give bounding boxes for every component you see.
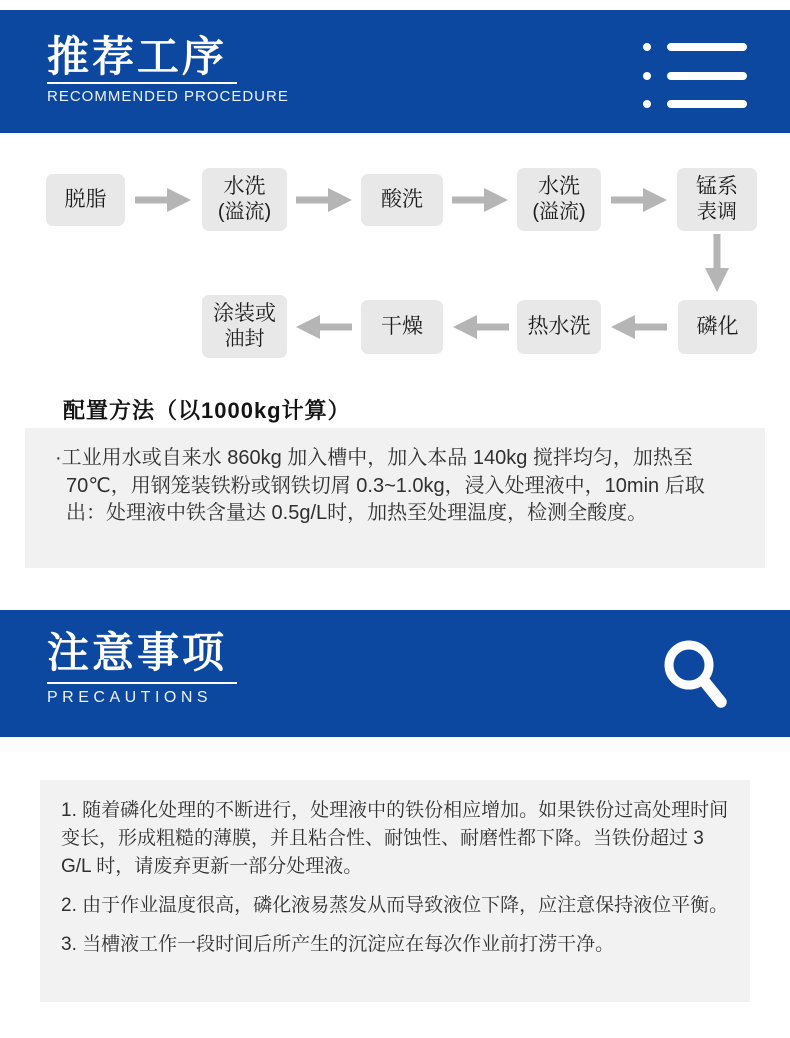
procedure-title: 推荐工序 [47,33,228,80]
config-body: ·工业用水或自来水 860kg 加入槽中，加入本品 140kg 搅拌均匀，加热至 70℃，用钢笼装铁粉或钢铁切屑 0.3~1.0kg，浸入处理液中，10min 后取出：处理液中铁含量达 0.5g/L时，加热至处理温度，检测全酸度。 [55,447,705,524]
flow-step-rinse-1 [202,168,287,231]
flow-step-sublabel: (溢流) [532,201,586,223]
precautions-subtitle: PRECAUTIONS [47,689,213,706]
arrow-down-icon [703,234,731,292]
menu-dot [643,43,651,51]
flow-step-pickling [361,174,443,226]
precautions-panel [40,780,750,1002]
title-underline [47,682,237,684]
precaution-item: 2. 由于作业温度很高，磷化液易蒸发从而导致液位下降，应注意保持液位平衡。 [61,895,729,916]
arrow-right-icon [135,186,191,214]
procedure-subtitle: RECOMMENDED PROCEDURE [47,88,289,105]
menu-bar [667,72,747,80]
search-icon [656,634,736,714]
flow-step-label: 涂装或 [213,302,276,325]
list-menu-icon [643,33,747,111]
flow-step-degrease [46,174,125,226]
arrow-right-icon [452,186,508,214]
flow-step-label: 磷化 [696,315,739,338]
flow-step-label: 脱脂 [64,188,107,211]
procedure-header [0,10,790,133]
flow-step-label: 热水洗 [527,315,591,338]
flow-step-label: 水洗 [223,175,266,198]
flow-step-drying [361,300,443,354]
arrow-left-icon [453,313,509,341]
flow-step-sublabel: 油封 [224,328,265,350]
menu-dot [643,100,651,108]
flow-step-label: 酸洗 [381,188,423,211]
flow-step-hot-water-rinse [517,300,601,354]
menu-bar [667,43,747,51]
flow-step-phosphating [678,300,757,354]
arrow-right-icon [611,186,667,214]
precautions-header [0,610,790,737]
precaution-item: 1. 随着磷化处理的不断进行，处理液中的铁份相应增加。如果铁份过高处理时间变长，形成粗糙的薄膜，并且粘合性、耐蚀性、耐磨性都下降。当铁份超过 3 G/L 时，请废弃更新一部分处理液。 [61,800,729,877]
config-heading: 配置方法（以1000kg计算） [63,398,351,423]
arrow-left-icon [611,313,667,341]
arrow-left-icon [296,313,352,341]
flow-step-label: 锰系 [696,175,738,198]
precautions-title: 注意事项 [47,629,228,676]
arrow-right-icon [296,186,352,214]
title-underline [47,82,237,84]
flow-step-rinse-2 [517,168,601,231]
config-panel [25,428,765,568]
menu-dot [643,72,651,80]
menu-bar [667,100,747,108]
flow-step-label: 水洗 [538,175,580,198]
flow-step-label: 干燥 [381,315,423,338]
precaution-item: 3. 当槽液工作一段时间后所产生的沉淀应在每次作业前打涝干净。 [61,934,615,955]
flow-step-conditioning [677,168,757,231]
flow-step-sublabel: 表调 [697,201,737,223]
flow-step-sublabel: (溢流) [217,201,272,223]
flow-step-coating [202,295,287,358]
